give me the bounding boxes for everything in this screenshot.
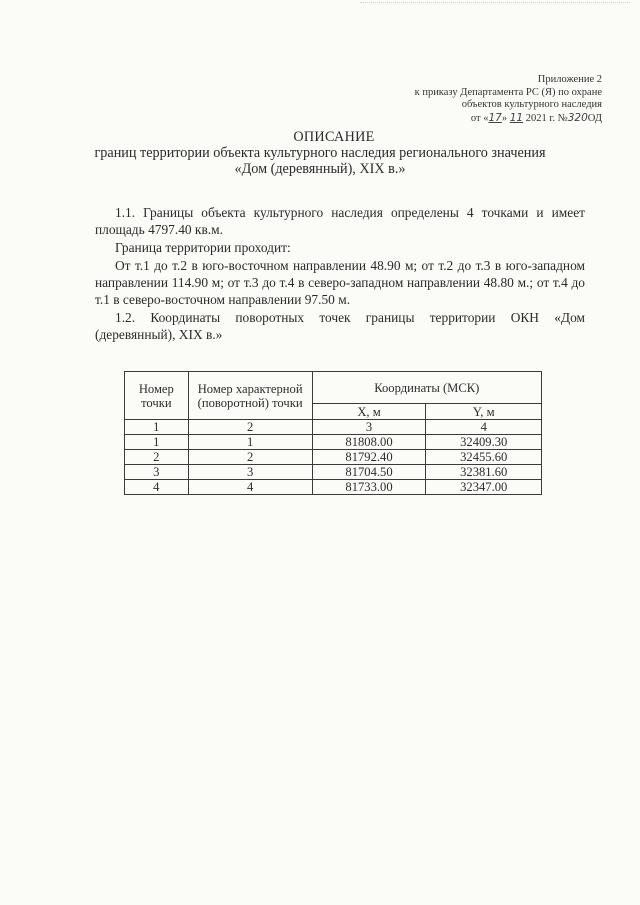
document-body: [95, 204, 585, 343]
document-title: [0, 130, 640, 177]
coordinates-table: [124, 371, 542, 495]
table-cell: 1: [188, 435, 312, 450]
table-cell: 1: [125, 435, 189, 450]
annex-order-ref: к приказу Департамента РС (Я) по охране: [414, 86, 602, 98]
order-number: 320: [567, 111, 588, 124]
table-cell: 3: [188, 465, 312, 480]
title-subheading: границ территории объекта культурного наследия регионального значения: [94, 144, 546, 161]
paragraph-1-2: 1.2. Координаты поворотных точек границы территории ОКН «Дом (деревянный), XIX в.»: [95, 310, 585, 342]
title-heading: ОПИСАНИЕ: [293, 129, 375, 145]
table-cell: 1: [125, 420, 189, 435]
table-cell: 32409.30: [426, 435, 542, 450]
title-object-name: «Дом (деревянный), XIX в.»: [234, 160, 406, 177]
table-cell: 81808.00: [312, 435, 426, 450]
table-row: [125, 465, 542, 480]
date-mid: »: [501, 112, 510, 124]
date-day: 17: [488, 111, 502, 124]
table-cell: 4: [125, 480, 189, 495]
table-cell: 4: [426, 420, 542, 435]
table-cell: 81733.00: [312, 480, 426, 495]
table-cell: 3: [312, 420, 426, 435]
table-cell: 3: [125, 465, 189, 480]
paragraph-boundary-intro: Граница территории проходит:: [115, 240, 291, 255]
table-cell: 2: [188, 420, 312, 435]
table-cell: 32455.60: [426, 450, 542, 465]
order-suffix: ОД: [587, 112, 602, 124]
header-characteristic-point: Номер характерной (поворотной) точки: [188, 372, 312, 420]
annex-date-line: [415, 112, 602, 126]
table-cell: 81704.50: [312, 465, 426, 480]
table-cell: 4: [188, 480, 312, 495]
paragraph-1-1: 1.1. Границы объекта культурного наследия определены 4 точками и имеет площадь 4797.40 кв.м.: [95, 205, 585, 237]
table-row: [125, 435, 542, 450]
header-y: Y, м: [426, 404, 542, 420]
table-row: [125, 450, 542, 465]
table-column-numbers-row: [125, 420, 542, 435]
annex-department: объектов культурного наследия: [461, 99, 602, 111]
annex-header: [415, 74, 602, 125]
date-prefix: от «: [470, 112, 489, 124]
paragraph-boundary-description: От т.1 до т.2 в юго-восточном направлении 48.90 м; от т.2 до т.3 в юго-западном направлении 114.90 м; от т.3 до т.4 в северо-западном направлении 48.80 м.; от т.4 до т.1 в северо-восточном направлении 97.50 м.: [95, 258, 585, 307]
header-coordinates: Координаты (МСК): [312, 372, 541, 404]
table-cell: 2: [188, 450, 312, 465]
header-point-number: Номер точки: [125, 372, 189, 420]
table-cell: 2: [125, 450, 189, 465]
table-cell: 32347.00: [426, 480, 542, 495]
annex-title: Приложение 2: [537, 74, 602, 85]
scan-artifact: [360, 2, 630, 7]
table-header-row: [125, 372, 542, 404]
date-year: 2021 г. №: [523, 112, 568, 124]
header-x: X, м: [312, 404, 426, 420]
table-cell: 81792.40: [312, 450, 426, 465]
table-row: [125, 480, 542, 495]
table-cell: 32381.60: [426, 465, 542, 480]
date-month: 11: [509, 111, 524, 124]
